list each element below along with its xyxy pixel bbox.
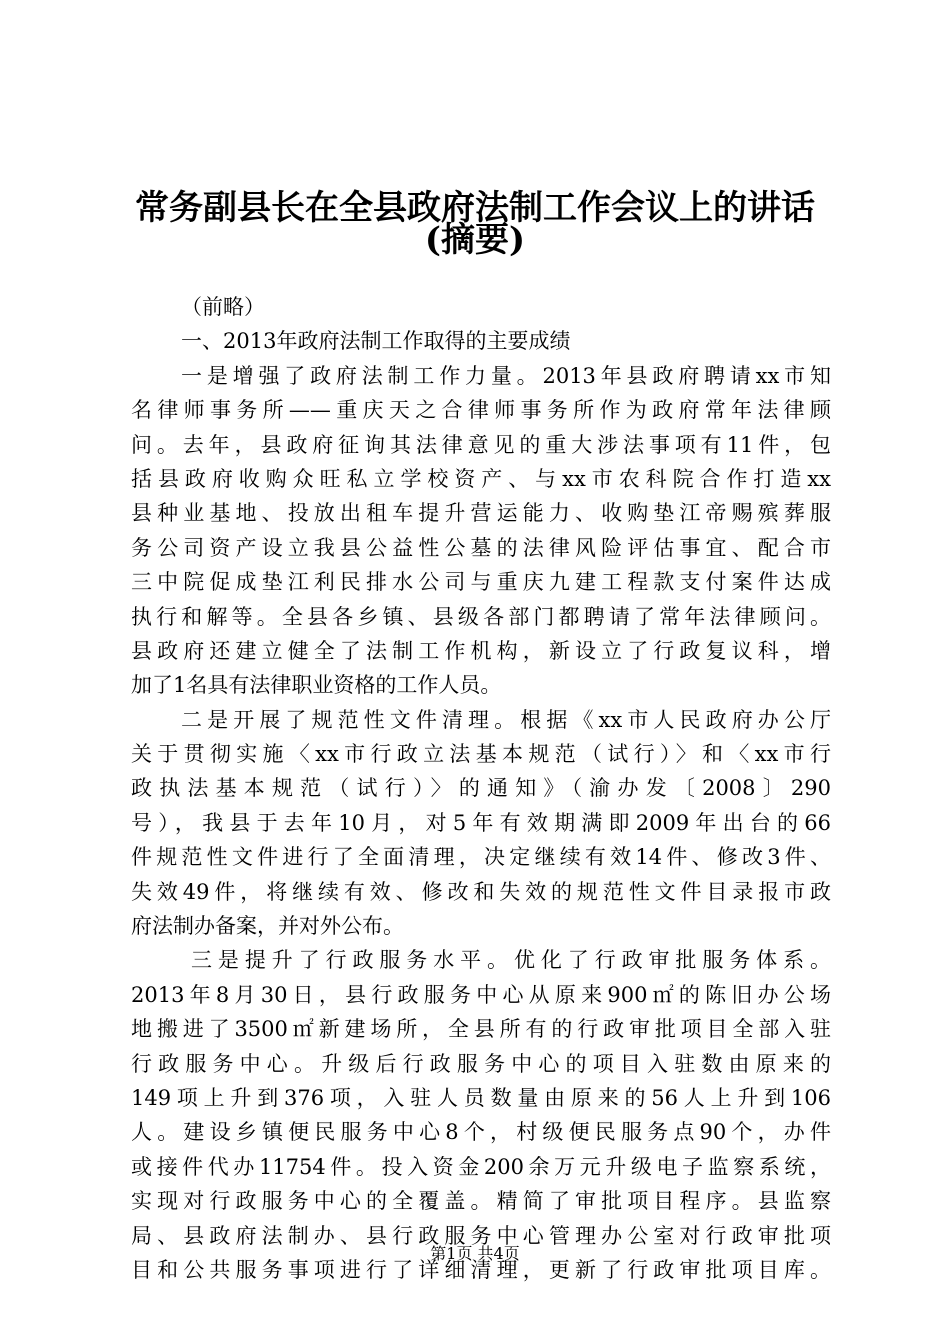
- page-footer: 第1页 共4页: [430, 1244, 520, 1263]
- paragraph-line: 三中院促成垫江利民排水公司与重庆九建工程款支付案件达成: [131, 570, 831, 595]
- paragraph-line: 关于贯彻实施〈xx市行政立法基本规范（试行）〉和〈xx市行: [131, 742, 831, 767]
- paragraph-line: 局、县政府法制办、县行政服务中心管理办公室对行政审批项: [131, 1223, 831, 1248]
- paragraph-line: （前略）: [181, 295, 265, 319]
- paragraph-line: 实现对行政服务中心的全覆盖。精简了审批项目程序。县监察: [131, 1189, 831, 1214]
- document-title-suffix: (摘要): [424, 220, 526, 260]
- paragraph-line: 县种业基地、投放出租车提升营运能力、收购垫江帝赐殡葬服: [131, 501, 831, 526]
- paragraph-line: 三是提升了行政服务水平。优化了行政审批服务体系。: [191, 948, 831, 973]
- paragraph-line: 149项上升到376项，入驻人员数量由原来的56人上升到106: [131, 1085, 831, 1110]
- paragraph-line: 执行和解等。全县各乡镇、县级各部门都聘请了常年法律顾问。: [131, 604, 831, 629]
- paragraph-line: 务公司资产设立我县公益性公墓的法律风险评估事宜、配合市: [131, 535, 831, 560]
- document-title: 常务副县长在全县政府法制工作会议上的讲话: [135, 188, 815, 228]
- paragraph-line: 目和公共服务事项进行了详细清理，更新了行政审批项目库。: [131, 1257, 831, 1282]
- document-body: [131, 290, 831, 1287]
- paragraph-line: 2013年8月30日，县行政服务中心从原来900㎡的陈旧办公场: [131, 982, 831, 1007]
- paragraph-line: 人。建设乡镇便民服务中心8个，村级便民服务点90个，办件: [131, 1120, 831, 1145]
- paragraph-line: 失效49件，将继续有效、修改和失效的规范性文件目录报市政: [131, 879, 831, 904]
- paragraph-line: 府法制办备案，并对外公布。: [131, 914, 404, 939]
- paragraph-line: 名律师事务所——重庆天之合律师事务所作为政府常年法律顾: [131, 398, 831, 423]
- paragraph-line: 问。去年，县政府征询其法律意见的重大涉法事项有11件，包: [131, 432, 831, 457]
- paragraph-line: 县政府还建立健全了法制工作机构，新设立了行政复议科，增: [131, 638, 831, 663]
- paragraph-line: 政执法基本规范（试行）〉的通知》（渝办发〔2008〕290: [131, 776, 831, 801]
- paragraph-line: 加了1名具有法律职业资格的工作人员。: [131, 673, 502, 698]
- paragraph-line: 地搬进了3500㎡新建场所，全县所有的行政审批项目全部入驻: [131, 1017, 831, 1042]
- paragraph-line: 或接件代办11754件。投入资金200余万元升级电子监察系统，: [131, 1154, 831, 1179]
- paragraph-line: 括县政府收购众旺私立学校资产、与xx市农科院合作打造xx: [131, 466, 831, 491]
- paragraph-line: 行政服务中心。升级后行政服务中心的项目入驻数由原来的: [131, 1051, 831, 1076]
- paragraph-line: 件规范性文件进行了全面清理，决定继续有效14件、修改3件、: [131, 845, 831, 870]
- paragraph-line: 一是增强了政府法制工作力量。2013年县政府聘请xx市知: [181, 363, 831, 388]
- paragraph-line: 二是开展了规范性文件清理。根据《xx市人民政府办公厅: [181, 707, 831, 732]
- paragraph-line: 号），我县于去年10月，对5年有效期满即2009年出台的66: [131, 810, 831, 835]
- section-heading: 一、2013年政府法制工作取得的主要成绩: [181, 329, 571, 354]
